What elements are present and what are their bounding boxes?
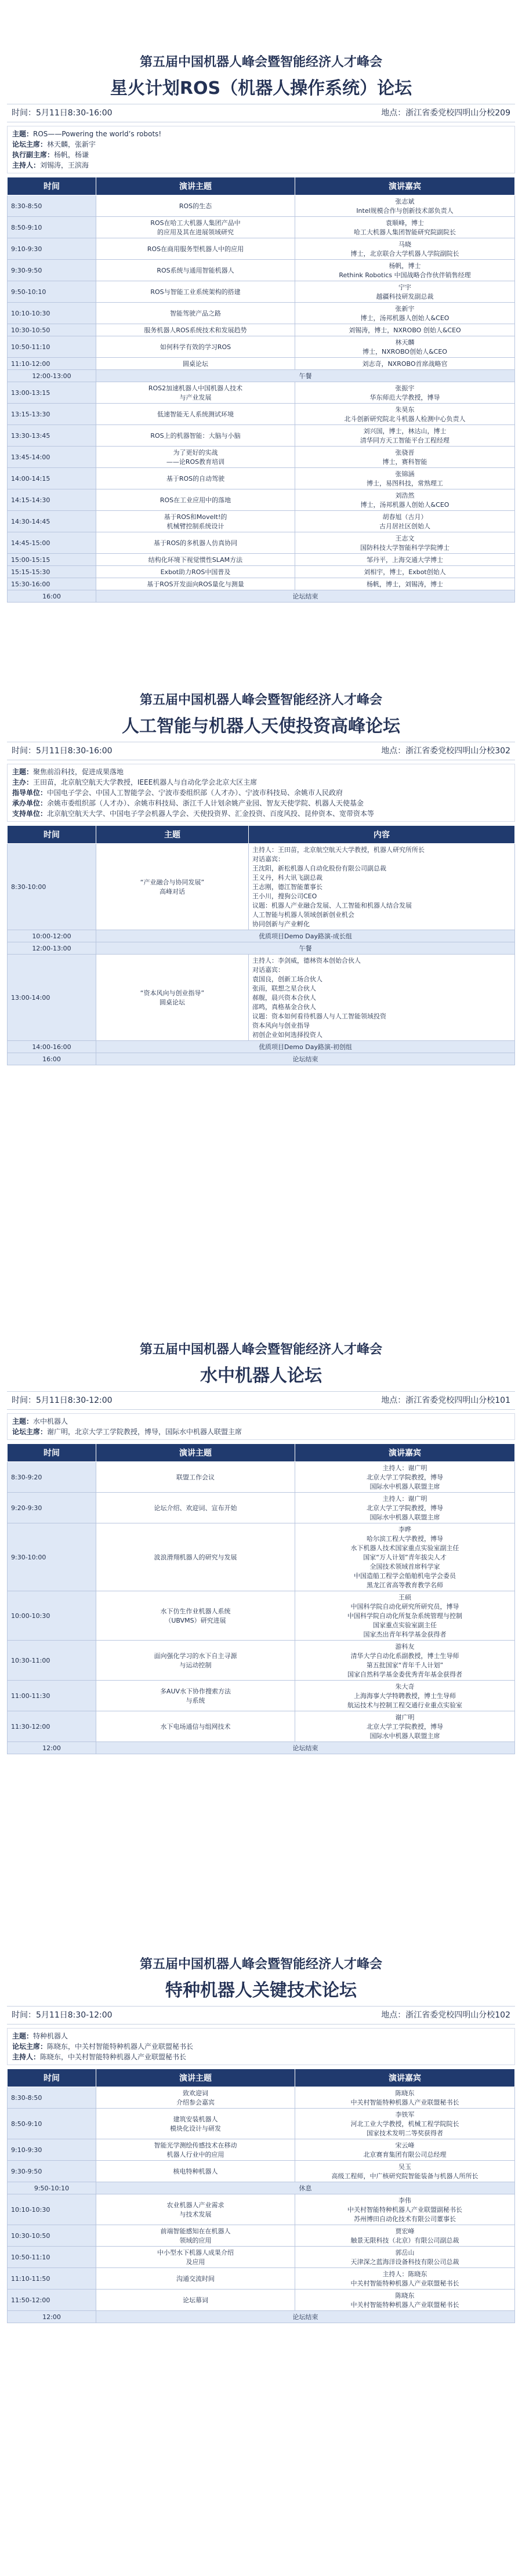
table-row: [8, 844, 515, 930]
table-row: [8, 1493, 515, 1523]
topic-cell: 论坛幕词: [96, 2290, 295, 2311]
table-row: [8, 303, 515, 324]
time-cell: 10:10-10:30: [8, 2194, 96, 2225]
time-cell: 13:00-14:00: [8, 955, 96, 1041]
speaker-cell: 王志文 国防科技大学智能科学学院博士: [295, 532, 515, 554]
topic-cell: 核电特种机器人: [96, 2161, 295, 2182]
topic-cell: 联盟工作会议: [96, 1462, 295, 1493]
info-line: [12, 139, 510, 150]
topic-cell: ROS与智能工业系统架构的搭建: [96, 281, 295, 303]
table-row: [8, 511, 515, 532]
time-cell: 9:30-9:50: [8, 2161, 96, 2182]
info-line: [12, 2041, 510, 2052]
time-cell: 14:15-14:30: [8, 489, 96, 511]
speaker-cell: 主持人：陈晓东 中关村智能特种机器人产业联盟秘书长: [295, 2268, 515, 2290]
topic-cell: 农业机器人产业需求 与技术发展: [96, 2194, 295, 2225]
band-cell: 午餐: [96, 370, 515, 382]
speaker-cell: 张骁晋 博士，赛科智能: [295, 447, 515, 468]
speaker-cell: 杨帆，博士，刘锡涛，博士: [295, 578, 515, 590]
speaker-cell: 张志斌 Intel规模合作与创新技术部负责人: [295, 195, 515, 217]
forum-info: [7, 2028, 515, 2065]
time-cell: 13:30-13:45: [8, 425, 96, 447]
topic-cell: 水下仿生作业机器人系统 （UBVMS）研究进展: [96, 1591, 295, 1641]
speaker-cell: 吴玉 高级工程师，中广核研究院智能装备与机器人所所长: [295, 2161, 515, 2182]
info-text: 水中机器人: [33, 1417, 68, 1425]
topic-cell: ROS系统与通用智能机器人: [96, 260, 295, 281]
topic-cell: 基于ROS开发面向ROS量化与测量: [96, 578, 295, 590]
agenda-table: [7, 177, 515, 603]
speaker-cell: 杨帆，博士 Rethink Robotics 中国战略合作伙伴销售经理: [295, 260, 515, 281]
info-label: 主持人：: [12, 2053, 41, 2061]
time-cell: 10:10-10:30: [8, 303, 96, 324]
info-label: 主办：: [12, 778, 34, 786]
table-row-band: [8, 1053, 515, 1065]
speaker-cell: 陈晓东 中关村智能特种机器人产业联盟秘书长: [295, 2290, 515, 2311]
table-row: [8, 2109, 515, 2139]
forum-section-underwater: [0, 1340, 522, 1754]
info-label: 主持人：: [12, 161, 41, 169]
speaker-cell: 李伟 中关村智能特种机器人产业联盟副秘书长 苏州博田自动化技术有限公司董事长: [295, 2194, 515, 2225]
topic-cell: Exbot助力ROS中国普及: [96, 566, 295, 578]
speaker-cell: 马晓 博士，北京联合大学机器人学院副院长: [295, 238, 515, 260]
table-row: [8, 324, 515, 336]
speaker-cell: 主持人：谢广明 北京大学工学院教授，博导 国际水中机器人联盟主席: [295, 1493, 515, 1523]
topic-cell: 面向强化学习的水下自主寻源 与运动控制: [96, 1641, 295, 1681]
table-row-band: [8, 1041, 515, 1053]
info-line: [12, 1427, 510, 1437]
table-row: [8, 2087, 515, 2109]
column-header: 演讲主题: [96, 1444, 295, 1462]
forum-meta: [7, 1391, 515, 1410]
table-row: [8, 447, 515, 468]
topic-cell: 如何科学有效的学习ROS: [96, 336, 295, 358]
time-cell: 15:15-15:30: [8, 566, 96, 578]
time-cell: 14:45-15:00: [8, 532, 96, 554]
info-label: 论坛主席：: [12, 2042, 48, 2051]
column-header: 时间: [8, 2069, 96, 2087]
info-line: [12, 160, 510, 170]
topic-cell: ROS在商用服务型机器人中的应用: [96, 238, 295, 260]
table-row: [8, 532, 515, 554]
speaker-cell: 胡春旭（古月） 古月居社区创始人: [295, 511, 515, 532]
table-row: [8, 2161, 515, 2182]
forum-info: [7, 1413, 515, 1440]
table-row: [8, 404, 515, 425]
speaker-cell: 张振宇 华东师范大学教授，博导: [295, 382, 515, 404]
time-cell: 11:30-12:00: [8, 1711, 96, 1742]
time-cell: 16:00: [8, 590, 96, 603]
column-header: 内容: [249, 826, 515, 844]
info-label: 主题：: [12, 768, 34, 776]
topic-cell: 建筑安装机器人 模块化设计与研发: [96, 2109, 295, 2139]
forum-title: 星火计划ROS（机器人操作系统）论坛: [110, 78, 412, 99]
forum-time: 时间：5月11日8:30-16:00: [12, 108, 113, 118]
table-row-band: [8, 2311, 515, 2323]
forum-title: 特种机器人关键技术论坛: [165, 1980, 357, 2001]
table-row-band: [8, 590, 515, 603]
table-header-row: [8, 177, 515, 195]
agenda-table: [7, 825, 515, 1065]
speaker-cell: 刘浩然 博士，汤邦机器人创始人&CEO: [295, 489, 515, 511]
topic-cell: 沟通交流时间: [96, 2268, 295, 2290]
topic-cell: ROS2加速机器人中国机器人技术 与产业发展: [96, 382, 295, 404]
topic-cell: 水下电场通信与组网技术: [96, 1711, 295, 1742]
speaker-cell: 陈晓东 中关村智能特种机器人产业联盟秘书长: [295, 2087, 515, 2109]
info-line: [12, 767, 510, 777]
speaker-cell: 游科友 清华大学自动化系副教授，博士生导师 第五批国家“青年千人计划” 国家自然科学基金委优秀青年基金获得者: [295, 1641, 515, 1681]
topic-cell: “产业融合与协同发展” 高峰对话: [96, 844, 249, 930]
forum-place: 地点：浙江省委党校四明山分校102: [381, 2011, 510, 2020]
table-row: [8, 217, 515, 238]
band-cell: 论坛结束: [96, 1742, 515, 1754]
topic-cell: 论坛介绍、欢迎词、宣布开始: [96, 1493, 295, 1523]
table-row: [8, 2247, 515, 2268]
table-row: [8, 2194, 515, 2225]
agenda-table: [7, 1443, 515, 1754]
topic-cell: 多AUV水下协作搜索方法 与系统: [96, 1681, 295, 1711]
info-text: 林天麟，张新宇: [47, 140, 96, 148]
info-label: 论坛主席：: [12, 140, 48, 148]
topic-cell: 智能驾驶产品之路: [96, 303, 295, 324]
topic-cell: 致欢迎词 介绍参会嘉宾: [96, 2087, 295, 2109]
time-cell: 11:50-12:00: [8, 2290, 96, 2311]
speaker-cell: 郭岳山 天津深之蓝海洋设备科技有限公司总裁: [295, 2247, 515, 2268]
topic-cell: 智能光学测绘传感技术在移动 机器人行业中的应用: [96, 2139, 295, 2161]
speaker-cell: 宋云峰 北京赛育集团有限公司总经理: [295, 2139, 515, 2161]
time-cell: 8:30-9:20: [8, 1462, 96, 1493]
table-row: [8, 336, 515, 358]
table-row: [8, 1462, 515, 1493]
time-cell: 14:30-14:45: [8, 511, 96, 532]
speaker-cell: 刘兴国，博士，林达山，博士 清华同方天工智能平台工程经理: [295, 425, 515, 447]
band-cell: 优质项目Demo Day路演-成长组: [96, 930, 515, 942]
table-row-band: [8, 2182, 515, 2194]
column-header: 演讲主题: [96, 177, 295, 195]
time-cell: 9:10-9:30: [8, 238, 96, 260]
forum-title: 水中机器人论坛: [200, 1366, 322, 1386]
speaker-cell: 袁顺峰，博士 哈工大机器人集团智能研究院副院长: [295, 217, 515, 238]
time-cell: 8:30-10:00: [8, 844, 96, 930]
topic-cell: ROS在工业应用中的落地: [96, 489, 295, 511]
table-row: [8, 1641, 515, 1681]
band-cell: 午餐: [96, 942, 515, 955]
table-row: [8, 2139, 515, 2161]
speaker-cell: 主持人：李剑威，德林资本创始合伙人 对话嘉宾： 袁国良，创新工场合伙人 张雨，联想之星合伙人 郝舰，晨兴资本合伙人 邵鸣，真格基金合伙人 议题：资本如何看待机器人与人工智能领域投资 资本风向与创业指导 初创企业如何选择投资人: [249, 955, 515, 1041]
info-label: 主题：: [12, 1417, 34, 1425]
topic-cell: 基于ROS的自动驾驶: [96, 468, 295, 489]
info-text: 特种机器人: [33, 2032, 68, 2040]
topic-cell: ROS在哈工大机器人集团产品中 的应用及其在进展领域研究: [96, 217, 295, 238]
forum-time: 时间：5月11日8:30-12:00: [12, 1396, 113, 1405]
info-text: ROS——Powering the world’s robots!: [33, 130, 162, 138]
band-cell: 论坛结束: [96, 1053, 515, 1065]
info-text: 中国电子学会、中国人工智能学会、宁波市委组织部（人才办）、宁波市科技局、余姚市人民政府: [47, 789, 343, 797]
speaker-cell: 主持人：谢广明 北京大学工学院教授，博导 国际水中机器人联盟主席: [295, 1462, 515, 1493]
table-row: [8, 1681, 515, 1711]
info-text: 北京航空航天大学、中国电子学会机器人学会、天使投资界、汇金投资、百度风投、昆仲资本、宽带资本等: [47, 810, 375, 818]
speaker-cell: 刘锡涛，博士，NXROBO 创始人&CEO: [295, 324, 515, 336]
band-cell: 论坛结束: [96, 2311, 515, 2323]
forum-time: 时间：5月11日8:30-12:00: [12, 2011, 113, 2020]
forum-meta: [7, 742, 515, 760]
table-header-row: [8, 2069, 515, 2087]
time-cell: 14:00-16:00: [8, 1041, 96, 1053]
table-row: [8, 955, 515, 1041]
time-cell: 10:30-10:50: [8, 324, 96, 336]
forum-place: 地点：浙江省委党校四明山分校101: [381, 1396, 510, 1405]
table-row-band: [8, 942, 515, 955]
column-header: 时间: [8, 1444, 96, 1462]
band-cell: 论坛结束: [96, 590, 515, 603]
table-row: [8, 1591, 515, 1641]
table-row: [8, 382, 515, 404]
topic-cell: 中小型水下机器人成果介绍 及应用: [96, 2247, 295, 2268]
forum-pre-title: 第五届中国机器人峰会暨智能经济人才峰会: [139, 693, 382, 708]
table-row: [8, 238, 515, 260]
column-header: 主题: [96, 826, 249, 844]
info-label: 指导单位：: [12, 789, 48, 797]
info-line: [12, 788, 510, 798]
time-cell: 13:45-14:00: [8, 447, 96, 468]
time-cell: 9:30-9:50: [8, 260, 96, 281]
speaker-cell: 谢广明 北京大学工学院教授，博导 国际水中机器人联盟主席: [295, 1711, 515, 1742]
info-label: 执行副主席：: [12, 151, 55, 159]
time-cell: 9:50-10:10: [8, 2182, 96, 2194]
info-line: [12, 808, 510, 819]
topic-cell: 低速智能无人系统测试环境: [96, 404, 295, 425]
table-header-row: [8, 1444, 515, 1462]
table-row: [8, 566, 515, 578]
time-cell: 12:00-13:00: [8, 942, 96, 955]
info-line: [12, 798, 510, 808]
info-text: 余姚市委组织部（人才办）、余姚市科技局、浙江千人计划余姚产业园、智友天使学院、机器人天使基金: [47, 799, 364, 807]
time-cell: 11:10-11:50: [8, 2268, 96, 2290]
speaker-cell: 林天麟 博士，NXROBO创始人&CEO: [295, 336, 515, 358]
info-line: [12, 2052, 510, 2062]
time-cell: 9:20-9:30: [8, 1493, 96, 1523]
table-row: [8, 2290, 515, 2311]
info-text: 聚焦前沿科技，促进成果落地: [33, 768, 124, 776]
forum-title: 人工智能与机器人天使投资高峰论坛: [122, 716, 400, 736]
time-cell: 12:00: [8, 1742, 96, 1754]
topic-cell: 服务机器人ROS系统技术和发展趋势: [96, 324, 295, 336]
topic-cell: 圆桌论坛: [96, 358, 295, 370]
table-row: [8, 358, 515, 370]
table-row: [8, 260, 515, 281]
time-cell: 9:10-9:30: [8, 2139, 96, 2161]
speaker-cell: 王硕 中国科学院自动化研究所研究员，博导 中国科学院自动化所复杂系统管理与控制 国家重点实验室副主任 国家杰出青年科学基金获得者: [295, 1591, 515, 1641]
topic-cell: 波浪滑翔机器人的研究与发展: [96, 1523, 295, 1591]
time-cell: 9:30-10:00: [8, 1523, 96, 1591]
speaker-cell: 宁宇 越疆科技研发副总裁: [295, 281, 515, 303]
forum-section-special-robots: [0, 1954, 522, 2323]
time-cell: 8:30-8:50: [8, 2087, 96, 2109]
topic-cell: 结构化环境下视觉惯性SLAM方法: [96, 554, 295, 566]
column-header: 演讲嘉宾: [295, 1444, 515, 1462]
table-row-band: [8, 1742, 515, 1754]
time-cell: 9:50-10:10: [8, 281, 96, 303]
time-cell: 14:00-14:15: [8, 468, 96, 489]
speaker-cell: 朱昊东 北斗创新研究院北斗机器人检测中心负责人: [295, 404, 515, 425]
forum-section-angel-investment: [0, 690, 522, 1065]
info-label: 主题：: [12, 130, 34, 138]
time-cell: 12:00: [8, 2311, 96, 2323]
speaker-cell: 贾宏峰 触景无限科技（北京）有限公司副总裁: [295, 2225, 515, 2247]
band-cell: 休息: [96, 2182, 515, 2194]
info-label: 承办单位：: [12, 799, 48, 807]
time-cell: 10:50-11:10: [8, 2247, 96, 2268]
info-text: 陈晓东，中关村智能特种机器人产业联盟秘书长: [47, 2042, 194, 2051]
topic-cell: 前端智能感知在在机器人 领域的应用: [96, 2225, 295, 2247]
time-cell: 10:30-11:00: [8, 1641, 96, 1681]
time-cell: 15:00-15:15: [8, 554, 96, 566]
time-cell: 12:00-13:00: [8, 370, 96, 382]
speaker-cell: 张锦涵 博士，易图科技，常熟理工: [295, 468, 515, 489]
info-text: 刘锡涛，王滨海: [40, 161, 89, 169]
info-line: [12, 150, 510, 160]
time-cell: 8:30-8:50: [8, 195, 96, 217]
forum-pre-title: 第五届中国机器人峰会暨智能经济人才峰会: [139, 1957, 382, 1972]
info-line: [12, 129, 510, 139]
info-text: 杨帆，杨谦: [54, 151, 89, 159]
time-cell: 10:30-10:50: [8, 2225, 96, 2247]
table-row: [8, 468, 515, 489]
time-cell: 13:00-13:15: [8, 382, 96, 404]
speaker-cell: 李铁军 河北工业大学教授，机械工程学院院长 国家技术发明二等奖获得者: [295, 2109, 515, 2139]
speaker-cell: 张新宇 博士，汤邦机器人创始人&CEO: [295, 303, 515, 324]
info-label: 主题：: [12, 2032, 34, 2040]
table-row: [8, 2268, 515, 2290]
forum-place: 地点：浙江省委党校四明山分校302: [381, 746, 510, 756]
forum-meta: [7, 2006, 515, 2024]
agenda-table: [7, 2069, 515, 2323]
time-cell: 16:00: [8, 1053, 96, 1065]
time-cell: 11:00-11:30: [8, 1681, 96, 1711]
time-cell: 10:00-12:00: [8, 930, 96, 942]
forum-meta: [7, 104, 515, 122]
table-row-band: [8, 930, 515, 942]
column-header: 演讲主题: [96, 2069, 295, 2087]
topic-cell: “资本风向与创业指导” 圆桌论坛: [96, 955, 249, 1041]
info-text: 谢广明，北京大学工学院教授，博导，国际水中机器人联盟主席: [47, 1428, 242, 1436]
time-cell: 13:15-13:30: [8, 404, 96, 425]
speaker-cell: 刘志奇，NXROBO首席战略官: [295, 358, 515, 370]
forum-section-ros: [0, 52, 522, 603]
table-row: [8, 425, 515, 447]
table-row: [8, 554, 515, 566]
time-cell: 15:30-16:00: [8, 578, 96, 590]
forum-pre-title: 第五届中国机器人峰会暨智能经济人才峰会: [139, 55, 382, 70]
time-cell: 8:50-9:10: [8, 217, 96, 238]
forum-place: 地点：浙江省委党校四明山分校209: [381, 108, 510, 118]
table-row: [8, 2225, 515, 2247]
forum-info: [7, 764, 515, 822]
column-header: 演讲嘉宾: [295, 2069, 515, 2087]
table-row: [8, 578, 515, 590]
info-line: [12, 777, 510, 788]
forum-pre-title: 第五届中国机器人峰会暨智能经济人才峰会: [139, 1343, 382, 1357]
info-text: 陈晓东，中关村智能特种机器人产业联盟秘书长: [40, 2053, 187, 2061]
info-text: 王田苗，北京航空航天大学教授，IEEE机器人与自动化学会北京大区主席: [33, 778, 258, 786]
table-row: [8, 1711, 515, 1742]
info-line: [12, 2031, 510, 2041]
topic-cell: ROS的生态: [96, 195, 295, 217]
column-header: 演讲嘉宾: [295, 177, 515, 195]
topic-cell: 基于ROS的多机器人仿真协同: [96, 532, 295, 554]
table-row: [8, 195, 515, 217]
topic-cell: 为了更好的实战 ——论ROS教育培训: [96, 447, 295, 468]
speaker-cell: 主持人：王田苗，北京航空航天大学教授，机器人研究所所长 对话嘉宾： 王沈阳，新松机器人自动化股份有限公司副总裁 王义丹，科大讯飞副总裁 王志刚，德江智能董事长 王小川，搜狗公司CEO 议题：机器人产业融合发展、人工智能和机器人结合发展 人工智能与机器人领域创新创业机会 协同创新与产业孵化: [249, 844, 515, 930]
table-row: [8, 489, 515, 511]
time-cell: 10:50-11:10: [8, 336, 96, 358]
time-cell: 10:00-10:30: [8, 1591, 96, 1641]
info-line: [12, 1416, 510, 1427]
time-cell: 8:50-9:10: [8, 2109, 96, 2139]
topic-cell: 基于ROS和MoveIt!的 机械臂控制系统设计: [96, 511, 295, 532]
info-label: 支持单位：: [12, 810, 48, 818]
speaker-cell: 李晔 哈尔滨工程大学教授，博导 水下机器人技术国家重点实验室副主任 国家“万人计划”青年拔尖人才 全国技术领域首席科学家 中国造船工程学会船舶机电学会委员 黑龙江省高等教育教学名师: [295, 1523, 515, 1591]
column-header: 时间: [8, 826, 96, 844]
speaker-cell: 邹丹平，上海交通大学博士: [295, 554, 515, 566]
topic-cell: ROS上的机器智能：大脑与小脑: [96, 425, 295, 447]
info-label: 论坛主席：: [12, 1428, 48, 1436]
table-header-row: [8, 826, 515, 844]
forum-time: 时间：5月11日8:30-16:00: [12, 746, 113, 756]
column-header: 时间: [8, 177, 96, 195]
speaker-cell: 朱大奇 上海海事大学特聘教授，博士生导师 航运技术与控制工程交通行业重点实验室: [295, 1681, 515, 1711]
table-row-band: [8, 370, 515, 382]
time-cell: 11:10-12:00: [8, 358, 96, 370]
forum-info: [7, 126, 515, 173]
table-row: [8, 281, 515, 303]
band-cell: 优质项目Demo Day路演-初创组: [96, 1041, 515, 1053]
speaker-cell: 刘相宇，博士，Exbot创始人: [295, 566, 515, 578]
table-row: [8, 1523, 515, 1591]
